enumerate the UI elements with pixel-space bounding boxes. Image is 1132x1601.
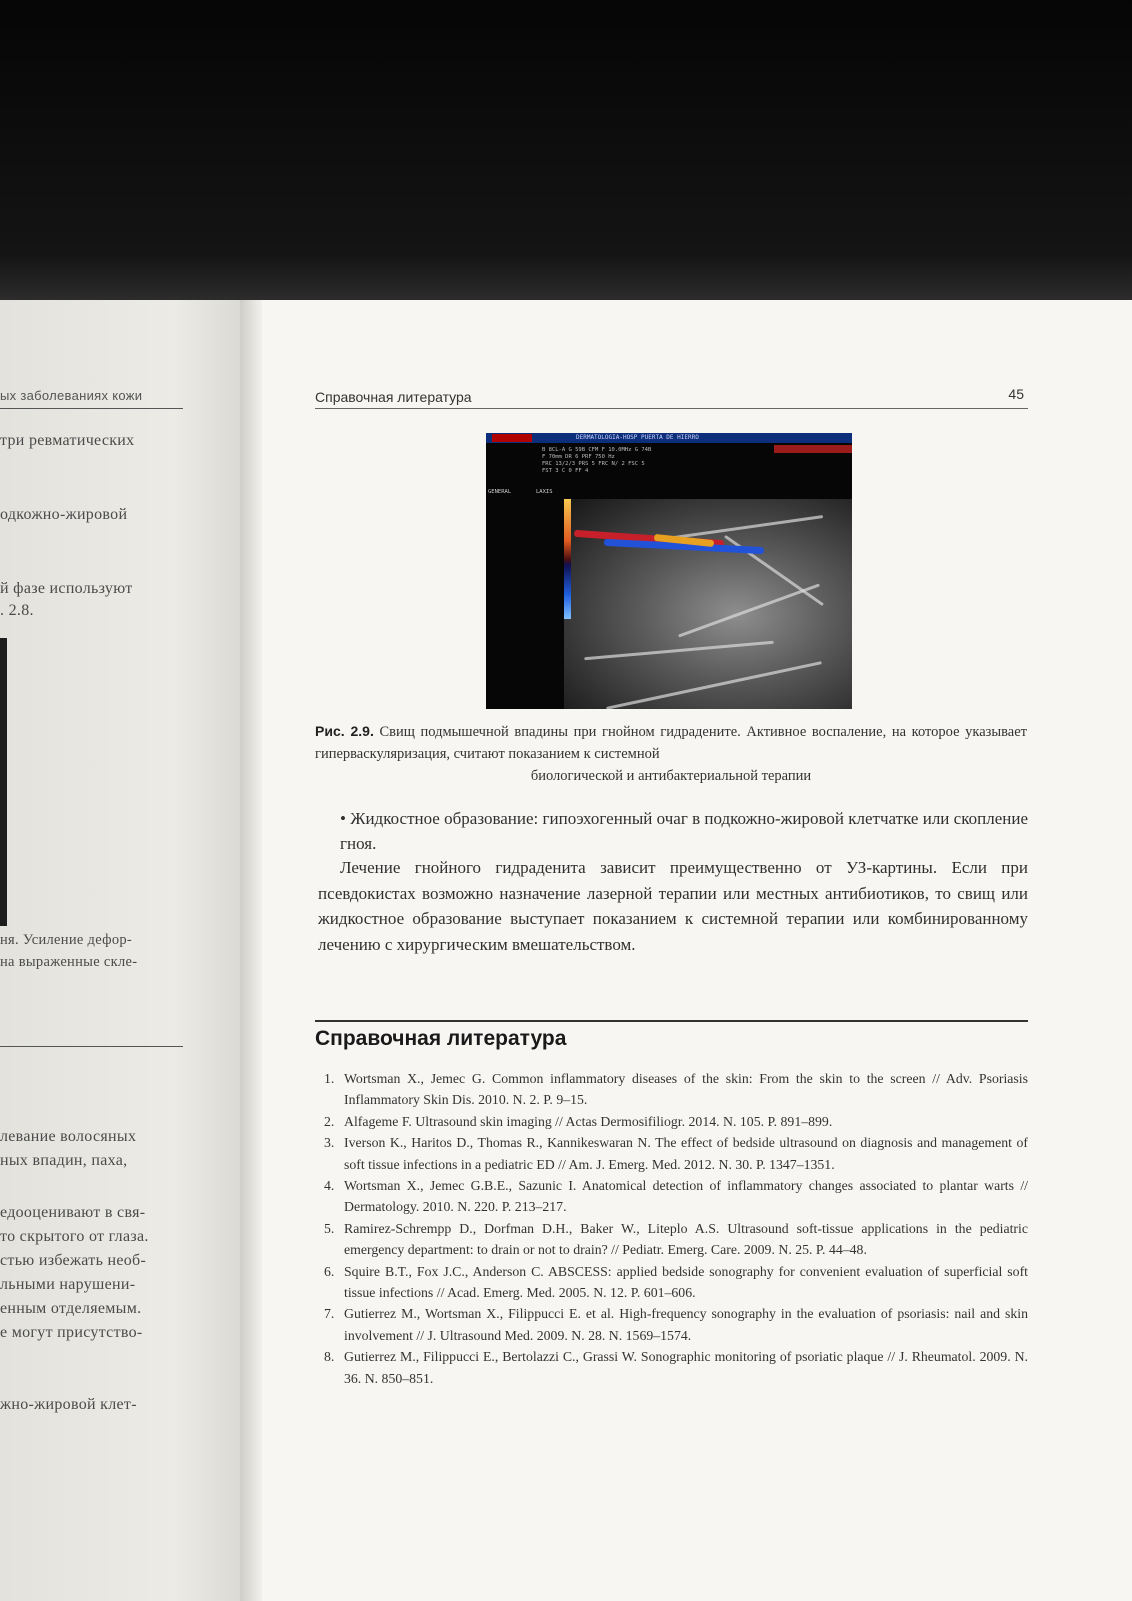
- reference-number: 2.: [324, 1113, 335, 1129]
- param-line: FST 3 C 0 FF 4: [542, 468, 589, 474]
- left-text-line: одкожно-жировой: [0, 506, 128, 523]
- param-line: F 70mm DR 6 PRF 750 Hz: [542, 454, 615, 460]
- reference-text: Squire B.T., Fox J.C., Anderson C. ABSCESS: applied bedside sonography for convenient evaluation of superficial soft tissue infections // Acad. Emerg. Med. 2005. N. 12. P. 601–606.: [344, 1263, 1028, 1301]
- ultrasound-parameters: [542, 447, 651, 475]
- reference-item: [318, 1218, 1028, 1261]
- left-header-rule: [0, 408, 183, 409]
- caption-text: Свищ подмышечной впадины при гнойном гидрадените. Активное воспаление, на которое указывает гиперваскуляризация, считают показанием к системной: [315, 724, 1028, 762]
- reference-number: 1.: [324, 1071, 335, 1086]
- reference-text: Gutierrez M., Wortsman X., Filippucci E. et al. High-frequency sonography in the evaluation of psoriasis: nail and skin involvement // J. Ultrasound Med. 2009. N. 28. N. 1569–1574.: [344, 1306, 1028, 1343]
- reference-text: Wortsman X., Jemec G. Common inflammatory diseases of the skin: From the skin to the screen // Adv. Psoriasis Inflammatory Skin Dis. 2010. N. 2. P. 9–15.: [344, 1071, 1028, 1108]
- bullet-item: • Жидкостное образование: гипоэхогенный очаг в подкожно-жировой клетчатке или скопление гноя.: [340, 809, 1028, 853]
- book-gutter: [240, 300, 262, 1601]
- color-scale-bar: [564, 499, 571, 619]
- left-page-edge: [0, 300, 248, 1601]
- reference-item: [318, 1111, 1028, 1132]
- tissue-streak: [678, 583, 820, 637]
- reference-number: 8.: [324, 1349, 335, 1365]
- left-text-line: . 2.8.: [0, 602, 34, 619]
- left-text-line: левание волосяных: [0, 1128, 137, 1145]
- running-title: Справочная литература: [315, 389, 472, 405]
- body-paragraph: [318, 855, 1028, 957]
- reference-text: Alfageme F. Ultrasound skin imaging // Actas Dermosifiliogr. 2014. N. 105. P. 891–899.: [344, 1113, 833, 1129]
- figure-caption: [315, 720, 1027, 787]
- reference-number: 4.: [324, 1178, 335, 1194]
- ultrasound-mode-label: GENERAL: [488, 489, 512, 495]
- left-text-line: стью избежать необ-: [0, 1252, 147, 1269]
- tissue-streak: [584, 641, 774, 661]
- left-text-line: едооценивают в свя-: [0, 1204, 146, 1221]
- reference-item: [318, 1175, 1028, 1218]
- left-text-line: енным отделяемым.: [0, 1300, 142, 1317]
- reference-number: 6.: [324, 1263, 335, 1279]
- ultrasound-red-marker: [774, 445, 852, 453]
- left-text-line: то скрытого от глаза.: [0, 1228, 149, 1245]
- ultrasound-image: [486, 433, 852, 709]
- tissue-streak: [606, 661, 822, 709]
- running-header: [315, 386, 1028, 409]
- references-list: [318, 1068, 1028, 1389]
- references-heading: Справочная литература: [315, 1020, 1028, 1051]
- reference-number: 7.: [324, 1306, 335, 1322]
- reference-item: [318, 1346, 1028, 1389]
- ultrasound-scan-area: [564, 499, 852, 709]
- dark-scan-background: [0, 0, 1132, 300]
- left-text-line: й фазе используют: [0, 580, 133, 597]
- caption-text-last: биологической и антибактериальной терапии: [530, 768, 812, 784]
- left-text-line: е могут присутство-: [0, 1324, 143, 1341]
- reference-number: 5.: [324, 1220, 335, 1236]
- param-line: FRC 13/2/3 PRS 5 FRC N/ 2 FSC 5: [542, 461, 645, 467]
- left-figure-edge: [0, 638, 7, 926]
- ultrasound-banner: DERMATOLOGIA-HOSP PUERTA DE HIERRO: [576, 434, 699, 441]
- left-caption-line: ня. Усиление дефор-: [0, 932, 133, 948]
- figure-label: Рис. 2.9.: [315, 723, 374, 739]
- ultrasound-red-tag: [492, 434, 532, 442]
- left-running-header: ых заболеваниях кожи: [0, 388, 143, 403]
- paragraph-text: Лечение гнойного гидраденита зависит преимущественно от УЗ-картины. Если при псевдокистах возможно назначение лазерной терапии или местных антибиотиков, то свищ или жидкостное образование выступает показанием к системной терапии или комбинированному лечению с хирургическим вмешательством.: [318, 858, 1028, 954]
- ultrasound-side-label: LAXIS: [536, 489, 553, 495]
- reference-item: [318, 1132, 1028, 1175]
- param-line: B 8CL-A G 59B CFM F 10.0MHz G 74B: [542, 447, 652, 453]
- left-text-line: льными нарушени-: [0, 1276, 136, 1293]
- reference-text: Wortsman X., Jemec G.B.E., Sazunic I. Anatomical detection of inflammatory changes associated to plantar warts // Dermatology. 2010. N. 220. P. 213–217.: [344, 1178, 1028, 1215]
- left-caption-line: на выраженные скле-: [0, 954, 138, 970]
- left-text-line: ных впадин, паха,: [0, 1152, 128, 1169]
- left-text-line: три ревматических: [0, 432, 135, 449]
- left-section-rule: [0, 1046, 183, 1047]
- page-number: 45: [1008, 386, 1024, 402]
- reference-text: Iverson K., Haritos D., Thomas R., Kannikeswaran N. The effect of bedside ultrasound on diagnosis and management of soft tissue infections in a pediatric ED // Am. J. Emerg. Med. 2012. N. 30. P. 1347–1351.: [344, 1135, 1028, 1172]
- reference-text: Ramirez-Schrempp D., Dorfman D.H., Baker W., Liteplo A.S. Ultrasound soft-tissue applications in the pediatric emergency department: to drain or not to drain? // Pediatr. Emerg. Care. 2009. N. 25. P. 44–48.: [344, 1220, 1028, 1258]
- left-text-line: жно-жировой клет-: [0, 1396, 137, 1413]
- reference-text: Gutierrez M., Filippucci E., Bertolazzi C., Grassi W. Sonographic monitoring of psoriatic plaque // J. Rheumatol. 2009. N. 36. N. 850–851.: [344, 1349, 1028, 1386]
- reference-item: [318, 1303, 1028, 1346]
- reference-item: [318, 1068, 1028, 1111]
- reference-item: [318, 1261, 1028, 1304]
- reference-number: 3.: [324, 1135, 335, 1151]
